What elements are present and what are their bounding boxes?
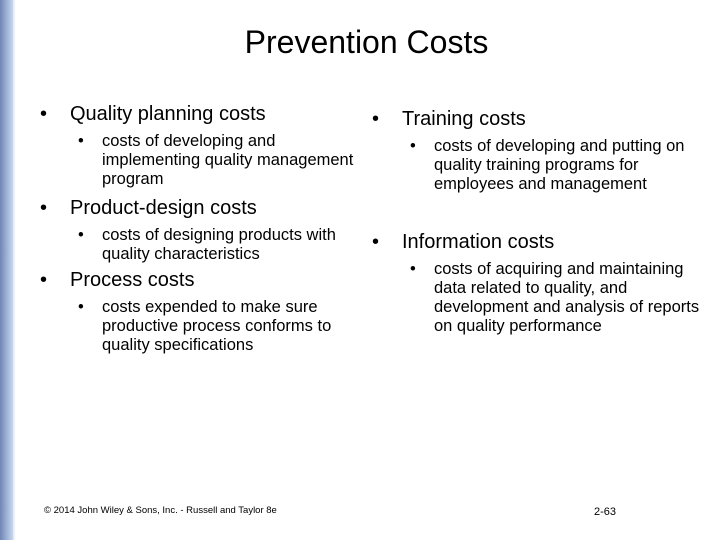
decorative-sidebar bbox=[0, 0, 13, 540]
bullet-training bbox=[372, 107, 702, 194]
footer-page-number: 2-63 bbox=[594, 506, 617, 518]
bullet-detail: • costs expended to make sure productive process conforms to quality specifications bbox=[40, 298, 360, 355]
bullet-heading: • Information costs bbox=[372, 230, 702, 254]
bullet-heading: • Quality planning costs bbox=[40, 102, 360, 126]
bullet-heading: • Training costs bbox=[372, 107, 702, 131]
bullet-heading: • Product-design costs bbox=[40, 196, 360, 220]
footer-copyright: © 2014 John Wiley & Sons, Inc. - Russell and Taylor 8e bbox=[44, 505, 277, 516]
bullet-process bbox=[40, 268, 360, 355]
bullet-detail: • costs of designing products with quality characteristics bbox=[40, 226, 360, 264]
bullet-detail: • costs of developing and putting on quality training programs for employees and management bbox=[372, 137, 702, 194]
bullet-detail: • costs of developing and implementing quality management program bbox=[40, 132, 360, 189]
bullet-detail: • costs of acquiring and maintaining data related to quality, and development and analysis of reports on quality performance bbox=[372, 260, 702, 336]
bullet-product-design bbox=[40, 196, 360, 264]
slide-title: Prevention Costs bbox=[244, 24, 489, 60]
bullet-heading: • Process costs bbox=[40, 268, 360, 292]
bullet-quality-planning bbox=[40, 102, 360, 189]
bullet-information bbox=[372, 230, 702, 336]
